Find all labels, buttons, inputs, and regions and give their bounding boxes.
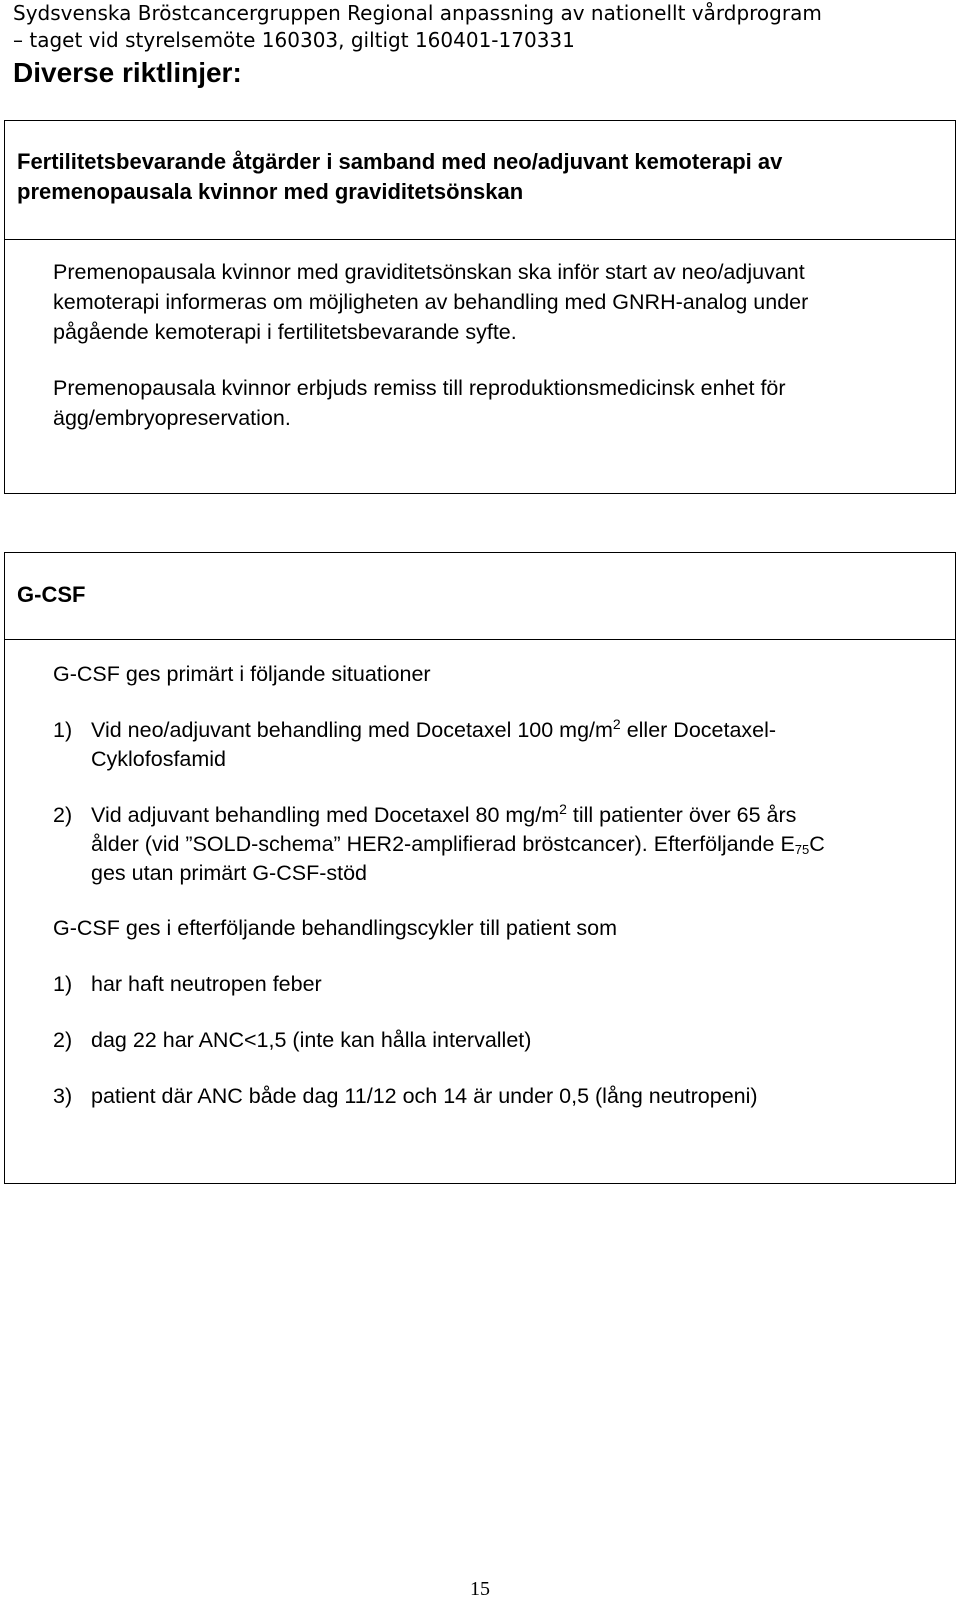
gcsf-intro: G-CSF ges primärt i följande situationer [53, 662, 431, 686]
fertility-paragraph-1-line-2: kemoterapi informeras om möjligheten av behandling med GNRH-analog under [53, 290, 809, 314]
subscript: 75 [794, 842, 810, 857]
fertility-section-title [17, 147, 782, 207]
gcsf-item-2-line-2: ålder (vid ”SOLD-schema” HER2-amplifierad bröstcancer). Efterföljande $E_{75}C$ [91, 832, 825, 857]
fertility-title-line-2: premenopausala kvinnor med graviditetsönskan [17, 179, 524, 204]
superscript: 2 [559, 801, 567, 817]
gcsf-condition-2-number: 2) [53, 1028, 73, 1052]
gcsf-item-1-line-2: Cyklofosfamid [91, 747, 227, 771]
superscript: 2 [612, 716, 621, 732]
gcsf-item-1-line-1: Vid neo/adjuvant behandling med Docetaxel 100 $mg/m^2$ eller Docetaxel- [91, 716, 777, 742]
gcsf-section-title: G-CSF [17, 582, 86, 607]
fertility-title-line-1: Fertilitetsbevarande åtgärder i samband med neo/adjuvant kemoterapi av [17, 149, 783, 174]
gcsf-section-box [4, 552, 956, 1184]
gcsf-condition-3: patient där ANC både dag 11/12 och 14 är under 0,5 (lång neutropeni) [91, 1084, 758, 1108]
running-header-line-1: Sydsvenska Bröstcancergruppen Regional anpassning av nationellt vårdprogram [13, 1, 822, 25]
gcsf-item-2-line-3: ges utan primärt G-CSF-stöd [91, 861, 368, 885]
gcsf-subsequent-intro: G-CSF ges i efterföljande behandlingscykler till patient som [53, 916, 618, 940]
running-header-line-2: – taget vid styrelsemöte 160303, giltigt 160401-170331 [13, 28, 575, 52]
fertility-paragraph-2-line-1: Premenopausala kvinnor erbjuds remiss till reproduktionsmedicinsk enhet för [53, 376, 786, 400]
fertility-section-box [4, 120, 956, 494]
gcsf-section-header [5, 553, 955, 640]
gcsf-condition-1-number: 1) [53, 972, 73, 996]
gcsf-item-2-number: 2) [53, 803, 73, 827]
gcsf-condition-1: har haft neutropen feber [91, 972, 322, 996]
gcsf-item-1-number: 1) [53, 718, 73, 742]
fertility-paragraph-1-line-3: pågående kemoterapi i fertilitetsbevarande syfte. [53, 320, 517, 344]
page-title: Diverse riktlinjer: [13, 57, 242, 88]
page-number: 15 [470, 1578, 490, 1600]
gcsf-item-2-line-1: Vid adjuvant behandling med Docetaxel 80 $mg/m^2$ till patienter över 65 års [91, 801, 797, 827]
fertility-paragraph-1-line-1: Premenopausala kvinnor med graviditetsönskan ska inför start av neo/adjuvant [53, 260, 805, 284]
fertility-paragraph-2-line-2: ägg/embryopreservation. [53, 406, 291, 430]
gcsf-condition-2: dag 22 har ANC<1,5 (inte kan hålla intervallet) [91, 1028, 532, 1052]
gcsf-condition-3-number: 3) [53, 1084, 73, 1108]
fertility-section-header [5, 121, 955, 240]
